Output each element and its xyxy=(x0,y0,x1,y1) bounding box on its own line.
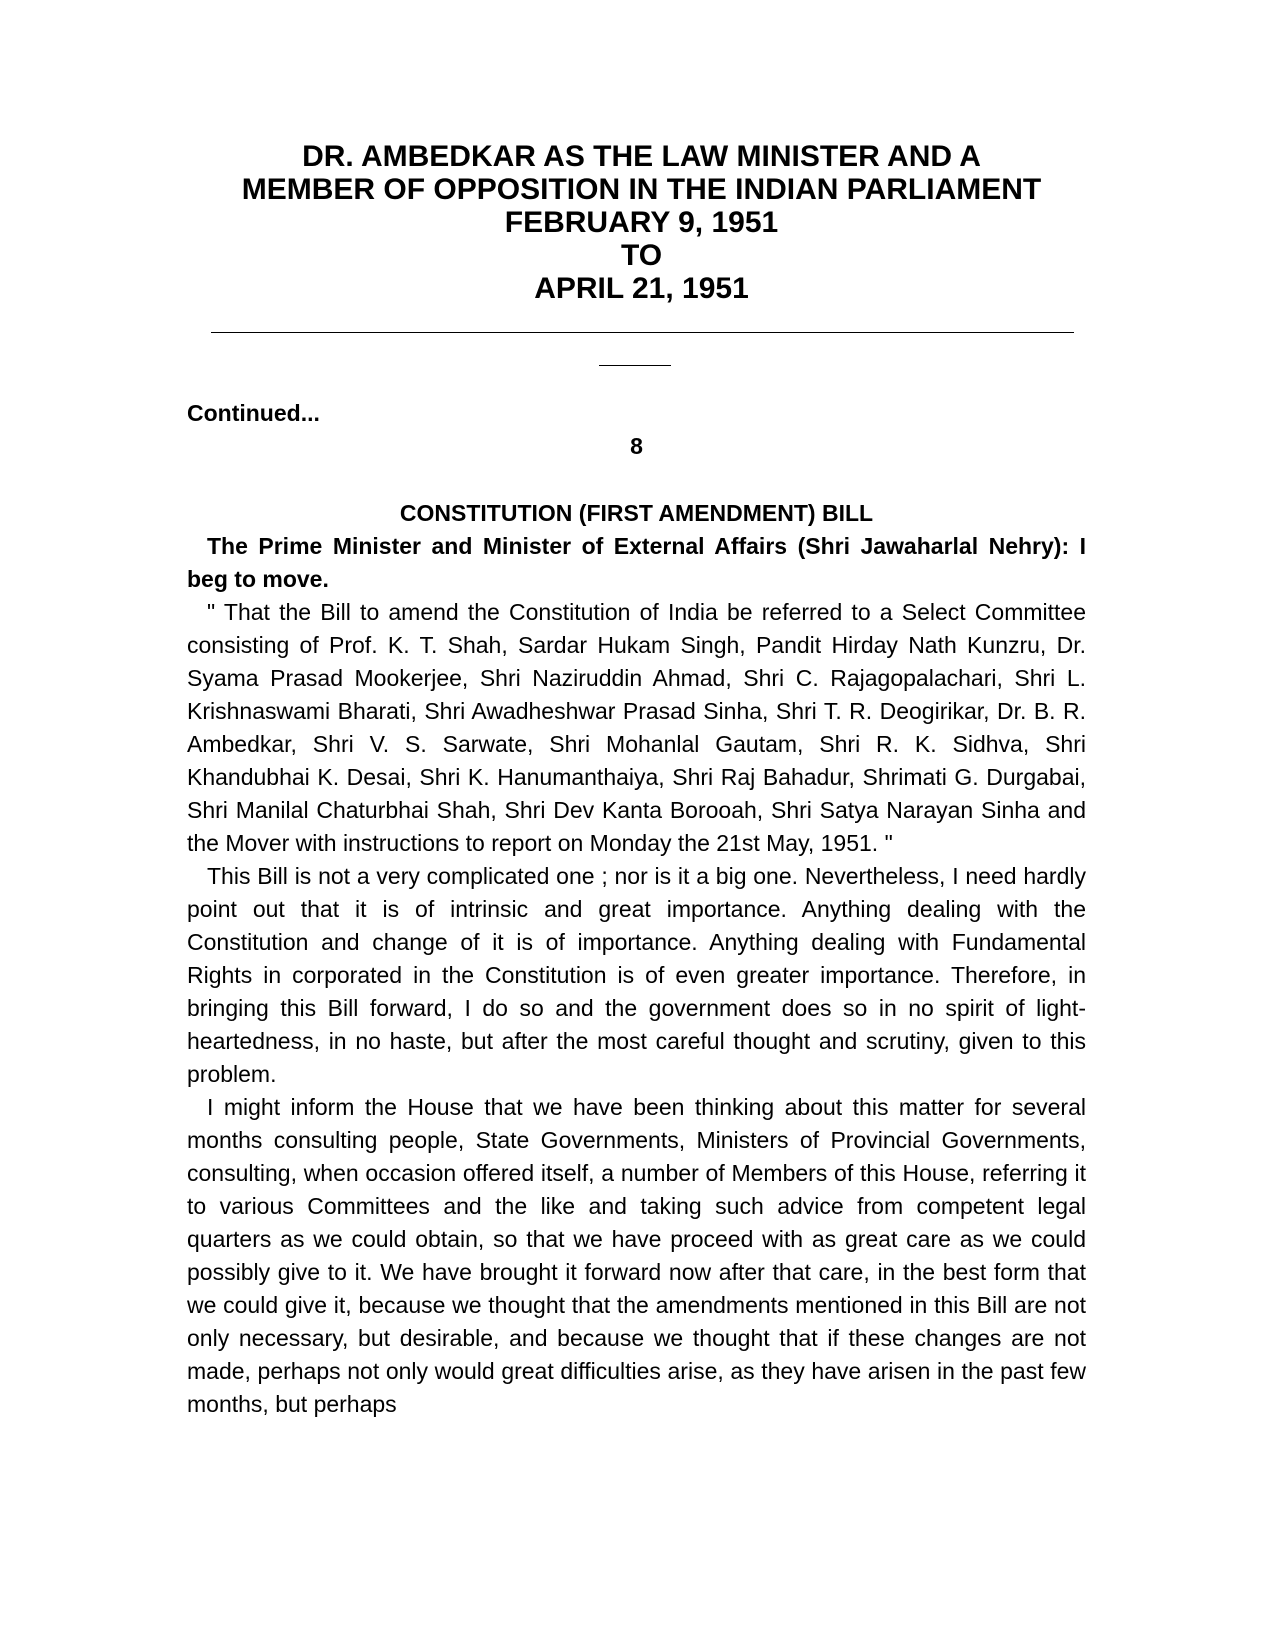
body-paragraph: I might inform the House that we have been thinking about this matter for several months consulting people, State Governments, Ministers of Provincial Governments, consulting, when occasion offered itself, a number of Members of this House, referring it to various Committees and the like and taking such advice from competent legal quarters as we could obtain, so that we have proceed with as great care as we could possibly give to it. We have brought it forward now after that care, in the best form that we could give it, because we thought that the amendments mentioned in this Bill are not only necessary, but desirable, and because we thought that if these changes are not made, perhaps not only would great difficulties arise, as they have arisen in the past few months, but perhaps xyxy=(187,1094,1086,1417)
chapter-number: 8 xyxy=(630,433,643,459)
speaker-paragraph: The Prime Minister and Minister of External Affairs (Shri Jawaharlal Nehry): I beg to move. xyxy=(187,533,1086,592)
title-line: DR. AMBEDKAR AS THE LAW MINISTER AND A xyxy=(302,140,981,173)
title-line: APRIL 21, 1951 xyxy=(534,272,749,305)
short-divider xyxy=(599,365,671,366)
title-line: MEMBER OF OPPOSITION IN THE INDIAN PARLIAMENT xyxy=(241,173,1042,206)
title-divider xyxy=(211,332,1074,333)
body-paragraph: This Bill is not a very complicated one ; nor is it a big one. Nevertheless, I need hardly point out that it is of intrinsic and great importance. Anything dealing with the Constitution and change of it is of importance. Anything dealing with Fundamental Rights in corporated in the Constitution is of even greater importance. Therefore, in bringing this Bill forward, I do so and the government does so in no spirit of light-heartedness, in no haste, but after the most careful thought and scrutiny, given to this problem. xyxy=(187,863,1086,1087)
section-heading: CONSTITUTION (FIRST AMENDMENT) BILL xyxy=(399,500,874,526)
title-line: FEBRUARY 9, 1951 xyxy=(504,206,779,239)
title-line: TO xyxy=(620,239,663,272)
page-content xyxy=(187,140,1086,1421)
document-title xyxy=(197,140,1086,305)
motion-paragraph: " That the Bill to amend the Constitution of India be referred to a Select Committee consisting of Prof. K. T. Shah, Sardar Hukam Singh, Pandit Hirday Nath Kunzru, Dr. Syama Prasad Mookerjee, Shri Naziruddin Ahmad, Shri C. Rajagopalachari, Shri L. Krishnaswami Bharati, Shri Awadheshwar Prasad Sinha, Shri T. R. Deogirikar, Dr. B. R. Ambedkar, Shri V. S. Sarwate, Shri Mohanlal Gautam, Shri R. K. Sidhva, Shri Khandubhai K. Desai, Shri K. Hanumanthaiya, Shri Raj Bahadur, Shrimati G. Durgabai, Shri Manilal Chaturbhai Shah, Shri Dev Kanta Borooah, Shri Satya Narayan Sinha and the Mover with instructions to report on Monday the 21st May, 1951. " xyxy=(187,599,1086,856)
continued-label: Continued... xyxy=(187,400,320,426)
